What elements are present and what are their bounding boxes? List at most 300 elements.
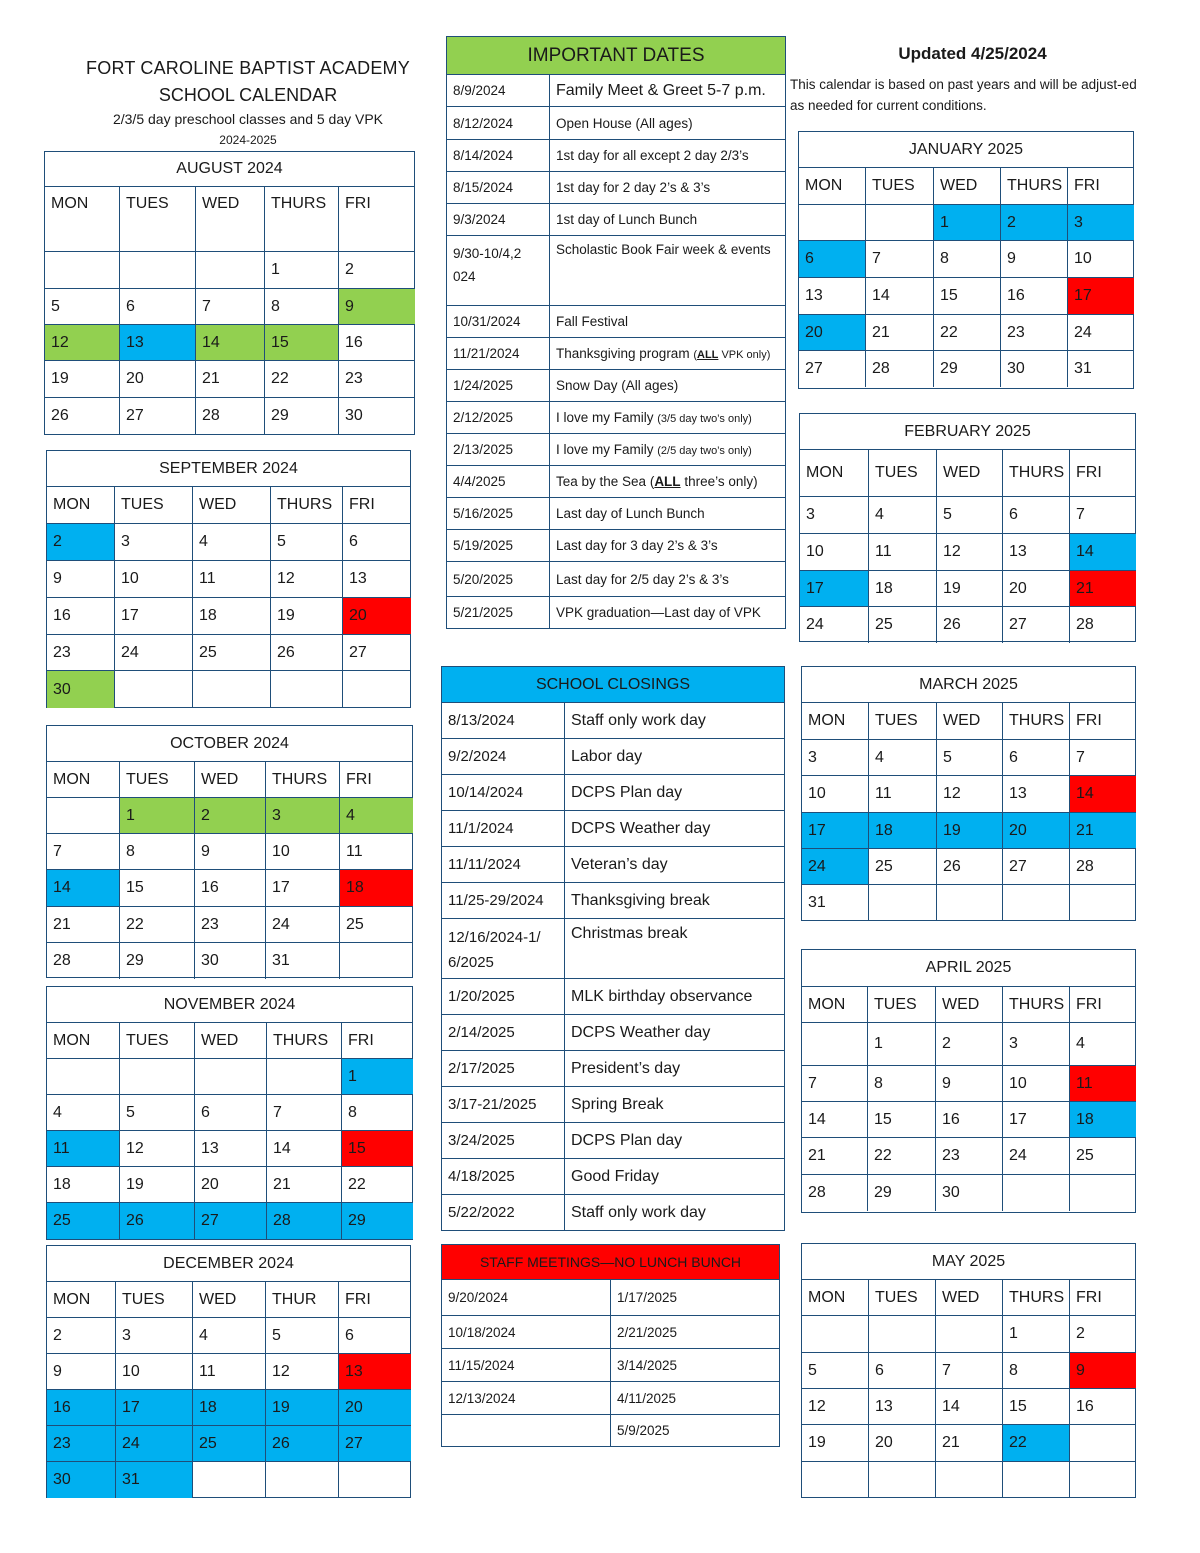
weekday-header: FRI <box>339 1282 411 1318</box>
calendar-subtitle: 2/3/5 day preschool classes and 5 day VPK <box>112 111 384 127</box>
day-cell: 18 <box>47 1167 120 1203</box>
day-cell: 30 <box>47 671 115 708</box>
day-cell: 5 <box>45 289 120 325</box>
day-cell: 2 <box>47 1318 116 1354</box>
day-cell: 11 <box>193 561 271 598</box>
meeting-date: 10/18/2024 <box>442 1316 611 1349</box>
day-cell: 4 <box>193 1318 266 1354</box>
date-text: 2/17/2025 <box>442 1051 565 1087</box>
day-cell <box>799 205 866 241</box>
day-cell: 8 <box>868 1066 936 1102</box>
day-cell <box>115 671 193 708</box>
day-cell: 6 <box>120 289 196 325</box>
event-text: VPK graduation—Last day of VPK <box>550 597 786 629</box>
meeting-date: 5/9/2025 <box>611 1415 780 1447</box>
school-year: 2024-2025 <box>219 133 277 147</box>
date-text: 4/18/2025 <box>442 1159 565 1195</box>
day-cell: 22 <box>934 315 1001 351</box>
date-text: 3/17-21/2025 <box>442 1087 565 1123</box>
day-cell: 16 <box>47 598 115 635</box>
day-cell: 28 <box>267 1203 342 1239</box>
weekday-header: THUR <box>266 1282 339 1318</box>
event-text: Last day for 2/5 day 2’s & 3’s <box>550 562 786 597</box>
weekday-header: MON <box>799 168 866 205</box>
day-cell: 11 <box>340 834 413 870</box>
day-cell: 30 <box>195 943 266 979</box>
weekday-header: THURS <box>1003 1280 1070 1316</box>
date-text: 8/15/2024 <box>447 172 550 204</box>
weekday-header: TUES <box>120 1023 195 1059</box>
event-text: Fall Festival <box>550 306 786 338</box>
day-cell <box>193 671 271 708</box>
day-cell: 18 <box>869 813 937 849</box>
day-cell <box>271 671 343 708</box>
event-text: Christmas break <box>565 919 785 979</box>
day-cell: 13 <box>1003 776 1070 813</box>
day-cell: 29 <box>265 398 339 434</box>
weekday-header: THURS <box>271 487 343 524</box>
weekday-header: WED <box>195 1023 267 1059</box>
day-cell <box>343 671 411 708</box>
event-text: Last day of Lunch Bunch <box>550 498 786 530</box>
day-cell: 14 <box>936 1389 1003 1425</box>
day-cell: 15 <box>934 278 1001 315</box>
day-cell: 23 <box>195 907 266 943</box>
weekday-header: THURS <box>1001 168 1068 205</box>
day-cell: 13 <box>869 1389 936 1425</box>
month-calendar-feb <box>799 413 1136 642</box>
day-cell: 25 <box>193 1426 266 1462</box>
important-date-row <box>447 107 786 140</box>
important-dates-table <box>446 74 786 629</box>
day-cell: 27 <box>343 635 411 671</box>
closing-row <box>442 811 785 847</box>
day-cell: 28 <box>1070 849 1136 885</box>
month-title: SEPTEMBER 2024 <box>47 451 410 487</box>
date-text: 11/11/2024 <box>442 847 565 883</box>
day-cell <box>1003 1462 1070 1497</box>
day-cell: 9 <box>47 1354 116 1390</box>
weekday-header: TUES <box>120 187 196 252</box>
day-cell: 15 <box>265 325 339 361</box>
day-cell: 16 <box>339 325 415 361</box>
weekday-header: FRI <box>1068 168 1134 205</box>
day-cell <box>120 1059 195 1095</box>
day-cell: 17 <box>266 870 340 907</box>
day-cell: 12 <box>937 534 1003 571</box>
day-cell: 1 <box>868 1023 936 1066</box>
event-text: MLK birthday observance <box>565 979 785 1015</box>
day-cell: 22 <box>1003 1425 1070 1462</box>
closing-row <box>442 1159 785 1195</box>
day-cell: 17 <box>1068 278 1134 315</box>
day-cell: 21 <box>1070 571 1136 607</box>
weekday-header: FRI <box>1070 1280 1136 1316</box>
day-cell: 21 <box>802 1138 868 1175</box>
weekday-header: MON <box>802 703 869 740</box>
day-cell: 25 <box>869 849 937 885</box>
date-text: 2/13/2025 <box>447 434 550 466</box>
important-date-row <box>447 370 786 402</box>
month-calendar-oct <box>46 725 413 978</box>
day-cell: 8 <box>934 241 1001 278</box>
day-cell: 10 <box>800 534 869 571</box>
day-cell: 8 <box>342 1095 413 1131</box>
day-cell: 30 <box>47 1462 116 1498</box>
weekday-header: MON <box>800 450 869 497</box>
month-calendar-jan <box>798 131 1134 389</box>
day-cell <box>869 885 937 920</box>
day-cell: 21 <box>936 1425 1003 1462</box>
day-cell: 7 <box>1070 740 1136 776</box>
date-text: 8/14/2024 <box>447 140 550 172</box>
day-cell: 15 <box>342 1131 413 1167</box>
day-cell: 28 <box>196 398 265 434</box>
day-cell <box>193 1462 266 1498</box>
important-date-row <box>447 172 786 204</box>
day-cell: 20 <box>1003 571 1070 607</box>
day-cell: 20 <box>343 598 411 635</box>
day-cell: 11 <box>47 1131 120 1167</box>
day-cell: 19 <box>937 813 1003 849</box>
day-cell: 25 <box>1070 1138 1136 1175</box>
weekday-header: MON <box>802 987 868 1023</box>
date-text: 10/31/2024 <box>447 306 550 338</box>
meeting-date: 3/14/2025 <box>611 1349 780 1382</box>
date-text: 8/9/2024 <box>447 75 550 107</box>
day-cell: 10 <box>802 776 869 813</box>
meeting-date: 12/13/2024 <box>442 1382 611 1415</box>
day-cell: 30 <box>1001 351 1068 387</box>
day-cell: 18 <box>193 1390 266 1426</box>
day-cell: 5 <box>120 1095 195 1131</box>
day-cell <box>866 205 934 241</box>
day-cell <box>802 1462 869 1497</box>
day-cell <box>47 1059 120 1095</box>
day-cell: 28 <box>802 1175 868 1211</box>
day-cell <box>1003 1175 1070 1211</box>
day-cell: 27 <box>1003 607 1070 643</box>
month-title: FEBRUARY 2025 <box>800 414 1135 450</box>
weekday-header: TUES <box>116 1282 193 1318</box>
day-cell: 16 <box>195 870 266 907</box>
day-cell: 27 <box>339 1426 411 1462</box>
calendar-note: This calendar is based on past years and will be adjust-ed as needed for current conditions. <box>790 77 1137 113</box>
day-cell: 9 <box>1001 241 1068 278</box>
day-cell: 19 <box>120 1167 195 1203</box>
day-cell: 24 <box>800 607 869 643</box>
day-cell: 23 <box>936 1138 1003 1175</box>
day-cell: 26 <box>271 635 343 671</box>
day-cell: 21 <box>47 907 120 943</box>
day-cell: 30 <box>936 1175 1003 1211</box>
day-cell: 5 <box>937 497 1003 534</box>
date-text: 5/20/2025 <box>447 562 550 597</box>
closing-row <box>442 847 785 883</box>
day-cell: 10 <box>115 561 193 598</box>
important-date-row <box>447 204 786 236</box>
day-cell: 31 <box>1074 360 1092 377</box>
weekday-header: WED <box>193 1282 266 1318</box>
day-cell <box>120 252 196 289</box>
weekday-header: TUES <box>869 1280 936 1316</box>
date-text: 9/3/2024 <box>447 204 550 236</box>
day-cell: 8 <box>120 834 195 870</box>
day-cell <box>339 1462 411 1498</box>
weekday-header: MON <box>47 487 115 524</box>
day-cell: 16 <box>1001 278 1068 315</box>
date-text: 5/19/2025 <box>447 530 550 562</box>
event-text: 1st day for 2 day 2’s & 3’s <box>550 172 786 204</box>
day-cell <box>869 1462 936 1497</box>
day-cell <box>195 1059 267 1095</box>
date-text: 9/30-10/4,2024 <box>453 246 522 284</box>
day-cell: 20 <box>799 315 866 351</box>
day-cell: 10 <box>1003 1066 1070 1102</box>
day-cell: 9 <box>1070 1353 1136 1389</box>
day-cell: 26 <box>120 1203 195 1239</box>
weekday-header: FRI <box>339 187 415 252</box>
closing-row <box>442 739 785 775</box>
closing-row <box>442 703 785 739</box>
date-text: 5/22/2022 <box>442 1195 565 1231</box>
important-date-row <box>447 498 786 530</box>
day-cell: 4 <box>340 798 413 834</box>
day-cell: 27 <box>120 398 196 434</box>
staff-meeting-row <box>442 1415 780 1447</box>
day-cell: 2 <box>1070 1316 1136 1353</box>
day-cell: 22 <box>265 361 339 398</box>
day-cell: 4 <box>193 524 271 561</box>
event-text: DCPS Plan day <box>565 775 785 811</box>
weekday-header: TUES <box>120 762 195 798</box>
important-date-row: 2/12/2025 I love my Family (3/5 day two’s only) <box>447 402 786 434</box>
closing-row <box>442 775 785 811</box>
day-cell: 18 <box>1070 1102 1136 1138</box>
date-text: 1/20/2025 <box>442 979 565 1015</box>
day-cell: 1 <box>120 798 195 834</box>
day-cell: 12 <box>45 325 120 361</box>
meeting-date: 2/21/2025 <box>611 1316 780 1349</box>
weekday-header: WED <box>934 168 1001 205</box>
day-cell: 19 <box>937 571 1003 607</box>
day-cell: 6 <box>799 241 866 278</box>
day-cell: 31 <box>266 943 340 979</box>
day-cell: 13 <box>1003 534 1070 571</box>
weekday-header: FRI <box>1070 987 1136 1023</box>
day-cell: 6 <box>1003 740 1070 776</box>
date-text: 12/16/2024-1/6/2025 <box>448 929 541 971</box>
day-cell: 26 <box>266 1426 339 1462</box>
day-cell: 24 <box>116 1426 193 1462</box>
day-cell: 26 <box>45 398 120 434</box>
important-date-row: 11/21/2024 Thanksgiving program (ALL VPK only) <box>447 338 786 370</box>
month-calendar-aug <box>44 151 415 435</box>
day-cell: 3 <box>1068 205 1134 241</box>
date-text: 4/4/2025 <box>447 466 550 498</box>
day-cell: 28 <box>47 943 120 979</box>
staff-meeting-row <box>442 1349 780 1382</box>
day-cell: 3 <box>800 497 869 534</box>
day-cell: 22 <box>120 907 195 943</box>
staff-meetings-header: STAFF MEETINGS—NO LUNCH BUNCH <box>441 1244 780 1280</box>
day-cell: 14 <box>47 870 120 907</box>
month-calendar-nov <box>46 986 413 1240</box>
day-cell: 29 <box>934 351 1001 387</box>
day-cell: 3 <box>266 798 340 834</box>
day-cell: 1 <box>265 252 339 289</box>
day-cell: 9 <box>936 1066 1003 1102</box>
day-cell: 20 <box>195 1167 267 1203</box>
event-text: Snow Day (All ages) <box>550 370 786 402</box>
day-cell: 20 <box>869 1425 936 1462</box>
month-title: MARCH 2025 <box>802 667 1135 703</box>
weekday-header: TUES <box>115 487 193 524</box>
day-cell: 28 <box>866 351 934 387</box>
staff-meeting-row <box>442 1382 780 1415</box>
day-cell: 11 <box>869 534 937 571</box>
date-text: 11/1/2024 <box>442 811 565 847</box>
day-cell: 13 <box>799 278 866 315</box>
weekday-header: TUES <box>869 450 937 497</box>
day-cell: 8 <box>1003 1353 1070 1389</box>
day-cell: 12 <box>271 561 343 598</box>
closing-row <box>442 979 785 1015</box>
important-dates-header: IMPORTANT DATES <box>446 36 786 75</box>
important-date-row <box>447 236 786 306</box>
weekday-header: WED <box>937 450 1003 497</box>
day-cell: 6 <box>343 524 411 561</box>
closing-row <box>442 1195 785 1231</box>
day-cell: 5 <box>271 524 343 561</box>
day-cell: 2 <box>339 252 415 289</box>
important-date-row <box>447 306 786 338</box>
day-cell: 9 <box>195 834 266 870</box>
weekday-header: WED <box>936 987 1003 1023</box>
day-cell: 6 <box>195 1095 267 1131</box>
day-cell: 12 <box>937 776 1003 813</box>
day-cell: 20 <box>339 1390 411 1426</box>
day-cell: 7 <box>196 289 265 325</box>
day-cell: 19 <box>45 361 120 398</box>
day-cell: 5 <box>266 1318 339 1354</box>
day-cell: 24 <box>1003 1138 1070 1175</box>
day-cell: 3 <box>1003 1023 1070 1066</box>
day-cell: 23 <box>47 1426 116 1462</box>
closing-row <box>442 883 785 919</box>
day-cell: 4 <box>869 740 937 776</box>
month-calendar-sep <box>46 450 411 708</box>
day-cell: 19 <box>271 598 343 635</box>
meeting-date: 1/17/2025 <box>611 1280 780 1316</box>
weekday-header: WED <box>196 187 265 252</box>
day-cell: 10 <box>266 834 340 870</box>
date-text: 3/24/2025 <box>442 1123 565 1159</box>
month-title: AUGUST 2024 <box>45 152 414 187</box>
date-text: 8/12/2024 <box>447 107 550 140</box>
day-cell: 7 <box>802 1066 868 1102</box>
date-text: 2/14/2025 <box>442 1015 565 1051</box>
date-text: 11/21/2024 <box>447 338 550 370</box>
day-cell: 13 <box>339 1354 411 1390</box>
date-text: 5/21/2025 <box>447 597 550 629</box>
event-text: 1st day for all except 2 day 2/3’s <box>550 140 786 172</box>
day-cell: 20 <box>1003 813 1070 849</box>
day-cell: 17 <box>116 1390 193 1426</box>
day-cell: 4 <box>1070 1023 1136 1066</box>
weekday-header: TUES <box>869 703 937 740</box>
day-cell: 14 <box>267 1131 342 1167</box>
day-cell: 7 <box>866 241 934 278</box>
meeting-date <box>442 1415 611 1447</box>
day-cell: 23 <box>1001 315 1068 351</box>
weekday-header: THURS <box>266 762 340 798</box>
date-text: 8/13/2024 <box>442 703 565 739</box>
school-closings-table <box>441 702 785 1231</box>
weekday-header: WED <box>193 487 271 524</box>
day-cell: 17 <box>802 813 869 849</box>
event-text: Last day for 3 day 2’s & 3’s <box>550 530 786 562</box>
day-cell: 2 <box>47 524 115 561</box>
important-date-row: 2/13/2025 I love my Family (2/5 day two’s only) <box>447 434 786 466</box>
day-cell: 22 <box>342 1167 413 1203</box>
weekday-header: TUES <box>868 987 936 1023</box>
day-cell: 19 <box>802 1425 869 1462</box>
day-cell: 23 <box>47 635 115 671</box>
day-cell: 12 <box>266 1354 339 1390</box>
day-cell: 5 <box>937 740 1003 776</box>
day-cell <box>1070 1425 1136 1462</box>
weekday-header: MON <box>45 187 120 252</box>
event-text: DCPS Weather day <box>565 811 785 847</box>
day-cell <box>266 1462 339 1498</box>
month-calendar-may <box>801 1243 1136 1498</box>
school-closings-header: SCHOOL CLOSINGS <box>441 666 785 703</box>
day-cell: 3 <box>115 524 193 561</box>
day-cell: 3 <box>116 1318 193 1354</box>
day-cell: 10 <box>116 1354 193 1390</box>
day-cell: 8 <box>265 289 339 325</box>
event-text: Staff only work day <box>565 1195 785 1231</box>
day-cell: 9 <box>339 289 415 325</box>
important-date-row <box>447 597 786 629</box>
day-cell: 27 <box>1003 849 1070 885</box>
weekday-header: FRI <box>1070 450 1136 497</box>
day-cell: 18 <box>869 571 937 607</box>
day-cell <box>1003 885 1070 920</box>
day-cell: 19 <box>266 1390 339 1426</box>
day-cell: 14 <box>866 278 934 315</box>
school-name: FORT CAROLINE BAPTIST ACADEMY <box>86 58 410 78</box>
day-cell: 29 <box>868 1175 936 1211</box>
day-cell: 7 <box>267 1095 342 1131</box>
day-cell: 15 <box>120 870 195 907</box>
event-text: Open House (All ages) <box>550 107 786 140</box>
day-cell <box>47 798 120 834</box>
day-cell <box>340 943 413 979</box>
day-cell: 10 <box>1068 241 1134 278</box>
month-calendar-mar <box>801 666 1136 921</box>
day-cell: 17 <box>115 598 193 635</box>
day-cell: 9 <box>47 561 115 598</box>
event-text: Scholastic Book Fair week & events <box>550 236 786 306</box>
weekday-header: THURS <box>1003 450 1070 497</box>
day-cell: 15 <box>868 1102 936 1138</box>
day-cell: 6 <box>869 1353 936 1389</box>
day-cell: 30 <box>345 407 363 424</box>
day-cell: 17 <box>1003 1102 1070 1138</box>
day-cell: 25 <box>340 907 413 943</box>
